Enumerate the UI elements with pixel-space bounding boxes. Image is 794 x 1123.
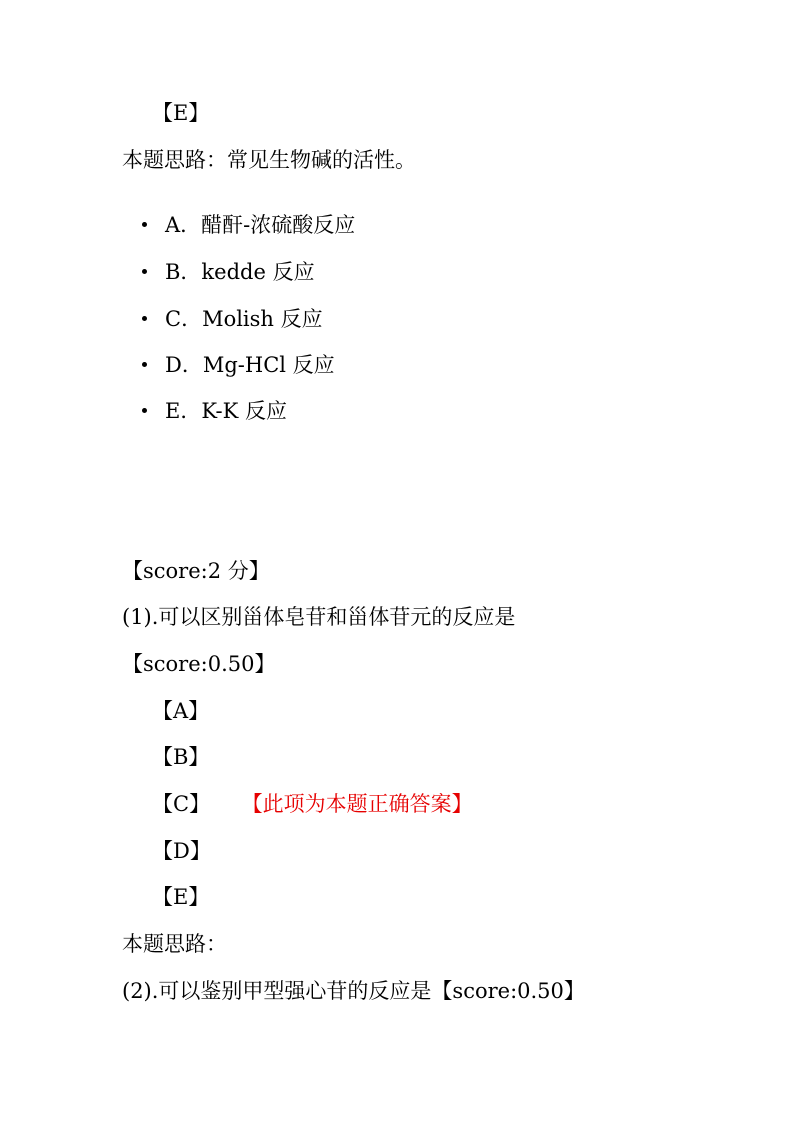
choice-d: D．Mg-HCl 反应 — [165, 353, 335, 377]
choice-b: B．kedde 反应 — [165, 260, 315, 284]
question-1-score: 【score:0.50】 — [122, 652, 276, 676]
hint-text: 本题思路：常见生物碱的活性。 — [122, 148, 416, 172]
question-1-text: (1).可以区别甾体皂苷和甾体苷元的反应是 — [122, 605, 516, 629]
score-header: 【score:2 分】 — [122, 559, 270, 583]
option-b: 【B】 — [152, 745, 210, 769]
question-1-hint: 本题思路： — [122, 932, 227, 956]
list-item — [142, 211, 355, 239]
bullet-icon — [142, 362, 147, 367]
option-d: 【D】 — [152, 839, 211, 863]
option-c: 【C】 — [152, 792, 211, 816]
list-item — [142, 305, 323, 333]
choice-a: A．醋酐-浓硫酸反应 — [165, 213, 356, 237]
list-item — [142, 397, 287, 425]
choice-c: C．Molish 反应 — [165, 307, 323, 331]
list-item — [142, 351, 335, 379]
option-e: 【E】 — [152, 885, 210, 909]
option-c-row — [152, 790, 473, 818]
bullet-icon — [142, 408, 147, 413]
bullet-icon — [142, 316, 147, 321]
question-2-text: (2).可以鉴别甲型强心苷的反应是【score:0.50】 — [122, 979, 585, 1003]
option-e-label: 【E】 — [152, 101, 210, 125]
bullet-icon — [142, 269, 147, 274]
bullet-icon — [142, 222, 147, 227]
correct-answer-marker: 【此项为本题正确答案】 — [252, 792, 473, 816]
list-item — [142, 258, 315, 286]
choice-e: E．K-K 反应 — [165, 399, 287, 423]
option-a: 【A】 — [152, 699, 210, 723]
